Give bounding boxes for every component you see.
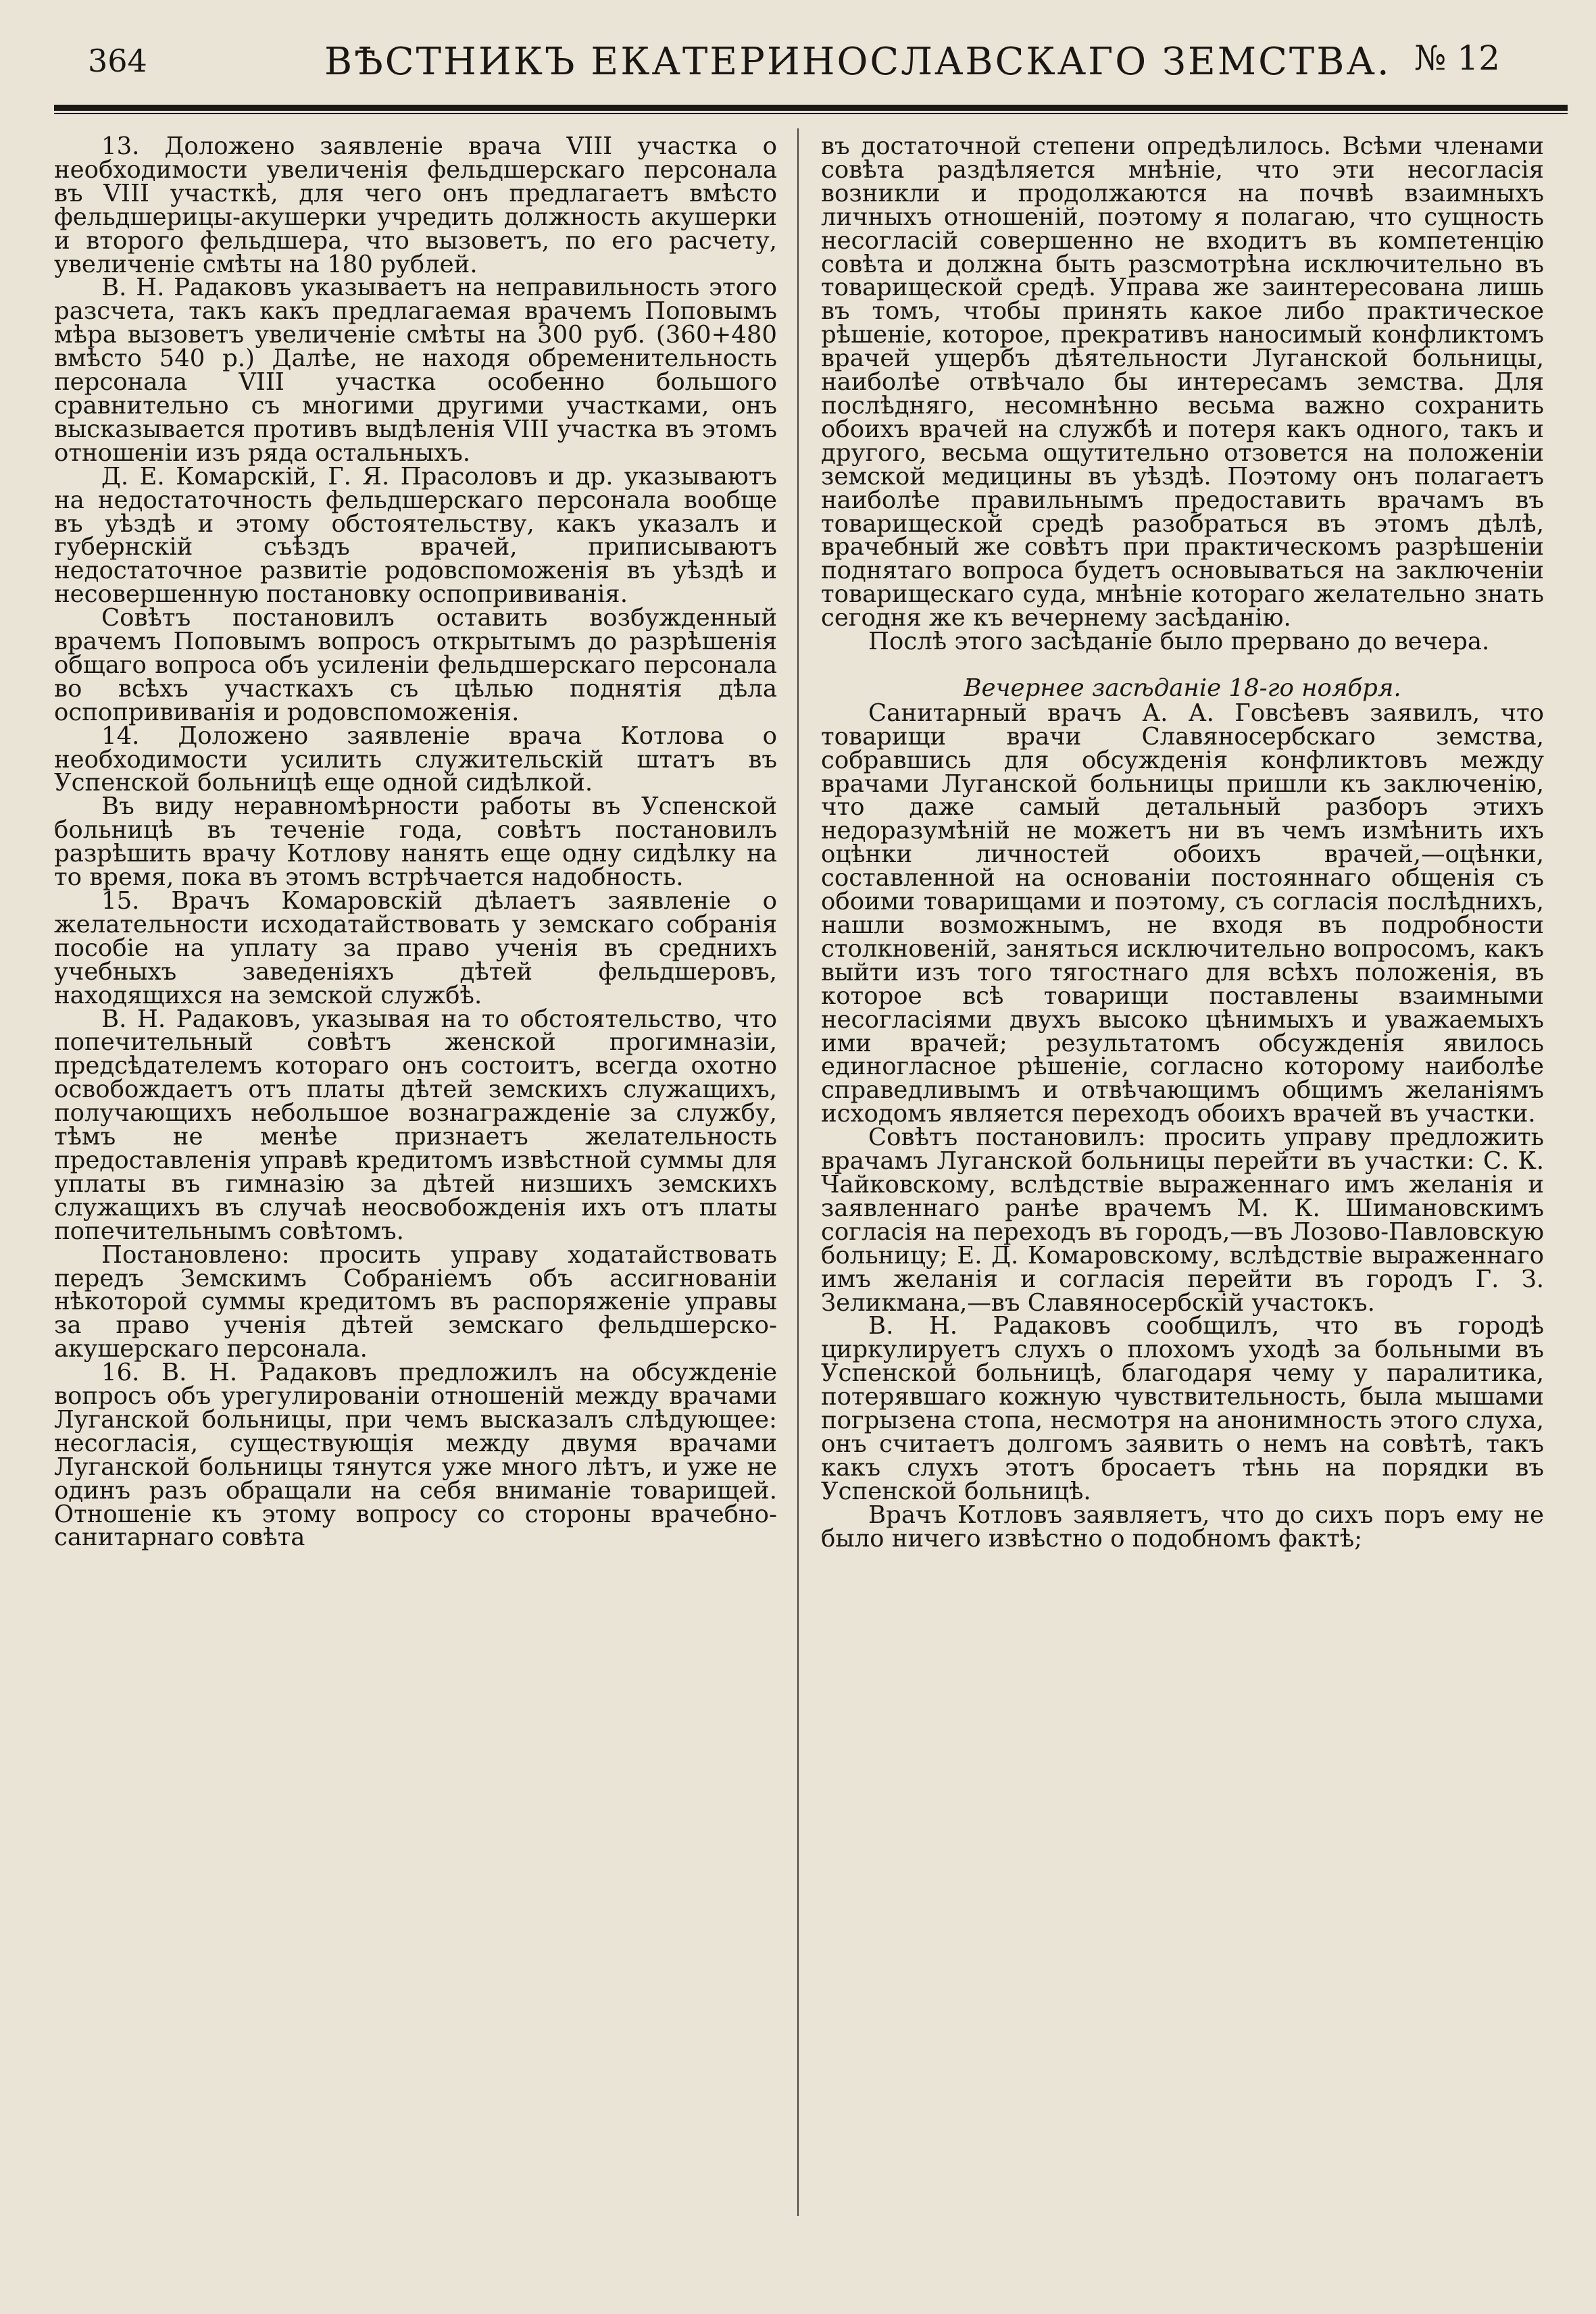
paragraph-kotlov: Врачъ Котловъ заявляетъ, что до сихъ поръ ему не было ничего извѣстно о подобномъ фактѣ; bbox=[821, 1501, 1544, 1553]
paragraph-session-break: Послѣ этого засѣданіе было прервано до вечера. bbox=[868, 628, 1490, 656]
section-heading: Вечернее засѣданіе 18-го ноября. bbox=[964, 674, 1401, 702]
paragraph-item-15: 15. Врачъ Комаровскій дѣлаетъ заявленіе о желательности исходатайствовать у земскаго собранія пособіе на уплату за право ученія въ среднихъ учебныхъ заведеніяхъ дѣтей фельдшеровъ, находящихся на земской службѣ. bbox=[54, 887, 777, 1009]
paragraph-item-13: 13. Доложено заявленіе врача VIII участка о необходимости увеличенія фельдшерскаго персонала въ VIII участкѣ, для чего онъ предлагаетъ вмѣсто фельдшерицы-акушерки учредить должность акушерки и второго фельдшера, что вызоветъ, по его расчету, увеличеніе смѣты на 180 рублей. bbox=[54, 135, 777, 278]
column-divider bbox=[797, 128, 799, 2216]
paragraph-govseev: Санитарный врачъ А. А. Говсѣевъ заявилъ, что товарищи врачи Славяносербскаго земства, собравшись для обсужденія конфликтовъ между врачами Луганской больницы пришли къ заключенію, что даже самый детальный разборъ этихъ недоразумѣній не можетъ ни въ чемъ измѣнить ихъ оцѣнки личностей обоихъ врачей,—оцѣнки, составленной на основаніи постояннаго общенія съ обоими товарищами и поэтому, съ согласія послѣднихъ, нашли возможнымъ, не входя въ подробности столкновеній, заняться исключительно вопросомъ, какъ выйти изъ того тягостнаго для всѣхъ положенія, въ которое всѣ товарищи поставлены взаимными несогласіями двухъ высоко цѣнимыхъ и уважаемыхъ ими врачей; результатомъ обсужденія явилось единогласное рѣшеніе, согласно которому наиболѣе справедливымъ и отвѣчающимъ общимъ желаніямъ исходомъ является переходъ обоихъ врачей въ участки. bbox=[821, 699, 1544, 1128]
paragraph-radakov-rumor: В. Н. Радаковъ сообщилъ, что въ городѣ циркулируетъ слухъ о плохомъ уходѣ за больными въ Успенской больницѣ, благодаря чему у паралитика, потерявшаго кожную чувствительность, была мышами погрызена стопа, несмотря на анонимность этого слуха, онъ считаетъ долгомъ заявить о немъ на совѣтѣ, такъ какъ слухъ этотъ бросаетъ тѣнь на порядки въ Успенской больницѣ. bbox=[821, 1312, 1544, 1505]
header-rule-thin bbox=[54, 113, 1568, 114]
paragraph-komarsky: Д. Е. Комарскій, Г. Я. Прасоловъ и др. указываютъ на недостаточность фельдшерскаго персонала вообще въ уѣздѣ и этому обстоятельству, какъ указалъ и губернскій съѣздъ врачей, приписываютъ недостаточное развитіе родовспоможенія въ уѣздѣ и несовершенную постановку оспопрививанія. bbox=[54, 462, 777, 609]
journal-title: ВѢСТНИКЪ ЕКАТЕРИНОСЛАВСКАГО ЗЕМСТВА. bbox=[324, 40, 1391, 84]
paragraph-resolution-13: Совѣтъ постановилъ оставить возбужденный врачемъ Поповымъ вопросъ открытымъ до разрѣшенія общаго вопроса объ усиленіи фельдшерскаго персонала во всѣхъ участкахъ съ цѣлью поднятія дѣла оспопрививанія и родовспоможенія. bbox=[54, 604, 777, 726]
paragraph-continuation: въ достаточной степени опредѣлилось. Всѣми членами совѣта раздѣляется мнѣніе, что эти несогласія возникли и продолжаются на почвѣ взаимныхъ личныхъ отношеній, поэтому я полагаю, что сущность несогласій совершенно не входитъ въ компетенцію совѣта и должна быть разсмотрѣна исключительно въ товарищеской средѣ. Управа же заинтересована лишь въ томъ, чтобы принять какое либо практическое рѣшеніе, которое, прекративъ наносимый конфликтомъ врачей ущербъ дѣятельности Луганской больницы, наиболѣе отвѣчало бы интересамъ земства. Для послѣдняго, несомнѣнно весьма важно сохранить обоихъ врачей на службѣ и потеря какъ одного, такъ и другого, весьма ощутительно отзовется на положеніи земской медицины въ уѣздѣ. Поэтому онъ полагаетъ наиболѣе правильнымъ предоставить врачамъ въ товарищеской средѣ разобраться въ этомъ дѣлѣ, врачебный же совѣтъ при практическомъ разрѣшеніи поднятаго вопроса будетъ основываться на заключеніи товарищескаго суда, мнѣніе котораго желательно знать сегодня же къ вечернему засѣданію. bbox=[821, 135, 1544, 632]
page-header bbox=[81, 30, 1507, 91]
left-column bbox=[54, 135, 777, 2263]
page-number: 364 bbox=[88, 43, 147, 79]
paragraph-resolution-transfer: Совѣтъ постановилъ: просить управу предложить врачамъ Луганской больницы перейти въ участки: С. К. Чайковскому, вслѣдствіе выраженнаго имъ желанія и заявленнаго ранѣе врачемъ М. К. Шимановскимъ согласія на переходъ въ городъ,—въ Лозово-Павловскую больницу; Е. Д. Комаровскому, вслѣдствіе выраженнаго имъ желанія и согласія перейти въ городъ Г. З. Зеликмана,—въ Славяносербскій участокъ. bbox=[821, 1124, 1544, 1317]
paragraph-item-14: 14. Доложено заявленіе врача Котлова о необходимости усилить служительскій штатъ въ Успенской больницѣ еще одной сидѣлкой. bbox=[54, 722, 777, 797]
right-column bbox=[821, 135, 1544, 2263]
issue-number: № 12 bbox=[1414, 39, 1500, 78]
header-rule bbox=[54, 105, 1568, 111]
paragraph-radakov-15: В. Н. Радаковъ, указывая на то обстоятельство, что попечительный совѣтъ женской прогимназіи, предсѣдателемъ котораго онъ состоитъ, всегда охотно освобождаетъ отъ платы дѣтей земскихъ служащихъ, получающихъ небольшое вознагражденіе за службу, тѣмъ не менѣе признаетъ желательность предоставленія управѣ кредитомъ извѣстной суммы для уплаты въ гимназію за дѣтей низшихъ земскихъ служащихъ въ случаѣ неосвобожденія ихъ отъ платы попечительнымъ совѣтомъ. bbox=[54, 1005, 777, 1245]
paragraph-resolution-15: Постановлено: просить управу ходатайствовать передъ Земскимъ Собраніемъ объ ассигнованіи нѣкоторой суммы кредитомъ въ распоряженіе управы за право ученія дѣтей земскаго фельдшерско-акушерскаго персонала. bbox=[54, 1240, 777, 1363]
paragraph-radakov-reply: В. Н. Радаковъ указываетъ на неправильность этого разсчета, такъ какъ предлагаемая врачемъ Поповымъ мѣра вызоветъ увеличеніе смѣты на 300 руб. (360+480 вмѣсто 540 р.) Далѣе, не находя обременительность персонала VIII участка особенно большого сравнительно съ многими другими участками, онъ высказывается противъ выдѣленія VIII участка въ этомъ отношеніи изъ ряда остальныхъ. bbox=[54, 274, 777, 467]
paragraph-resolution-14: Въ виду неравномѣрности работы въ Успенской больницѣ въ теченіе года, совѣтъ постановилъ разрѣшить врачу Котлову нанять еще одну сидѣлку на то время, пока въ этомъ встрѣчается надобность. bbox=[54, 793, 777, 892]
paragraph-item-16: 16. В. Н. Радаковъ предложилъ на обсужденіе вопросъ объ урегулированіи отношеній между врачами Луганской больницы, при чемъ высказалъ слѣдующее: несогласія, существующія между двумя врачами Луганской больницы тянутся уже много лѣтъ, и уже не одинъ разъ обращали на себя вниманіе товарищей. Отношеніе къ этому вопросу со стороны врачебно-санитарнаго совѣта bbox=[54, 1359, 777, 1552]
